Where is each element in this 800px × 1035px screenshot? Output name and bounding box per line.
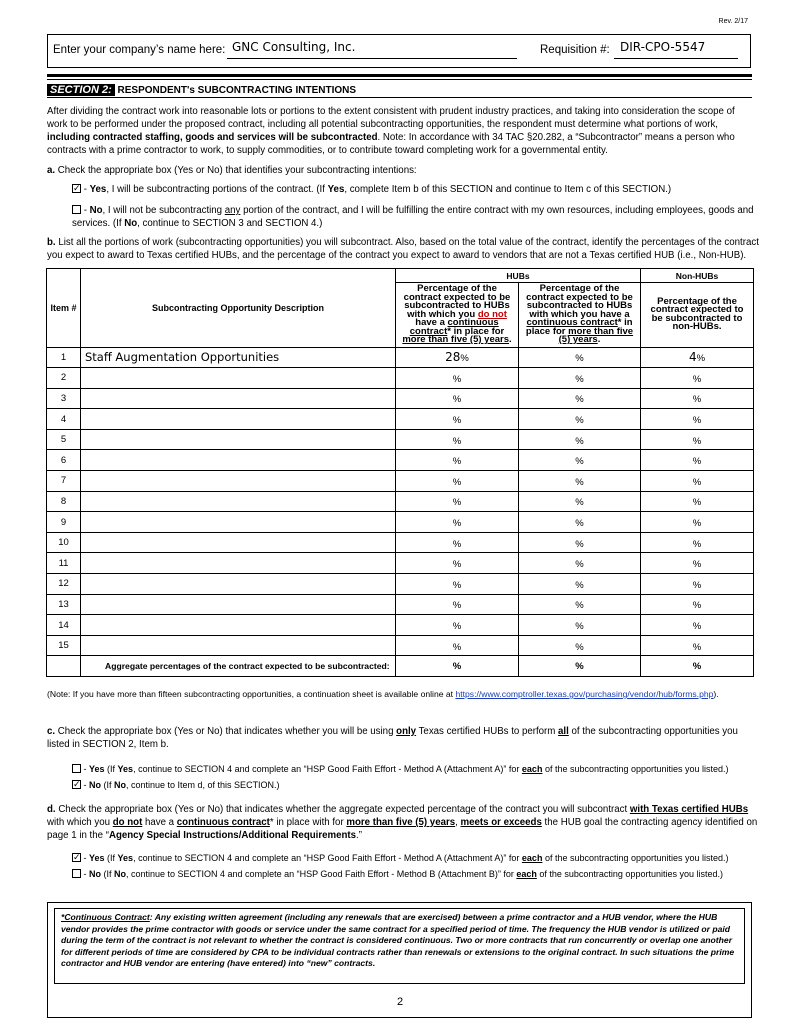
item-c-text-1: Check the appropriate box (Yes or No) that indicates whether you will be using: [57, 726, 397, 737]
description-value: [81, 371, 85, 385]
percent-sign: %: [452, 415, 462, 427]
hub2-percent-field[interactable]: [519, 347, 641, 368]
table-row: [47, 368, 754, 389]
item-number: 6: [47, 450, 81, 471]
hub2-percent-field[interactable]: [519, 635, 641, 656]
percent-sign: %: [452, 394, 462, 406]
description-value: Staff Augmentation Opportunities: [85, 350, 280, 365]
item-d-yes-option: ✓ - Yes (If Yes, continue to SECTION 4 and complete an “HSP Good Faith Effort - Method A (Attachment A)” for each of the subcontracting opportunities you listed.): [72, 852, 729, 865]
item-number: 12: [47, 574, 81, 595]
description-value: [81, 597, 85, 611]
percent-sign: %: [575, 353, 584, 365]
description-value: [81, 453, 85, 467]
description-field[interactable]: [81, 450, 396, 471]
d-no-text-2: , continue to SECTION 4 and complete an “HSP Good Faith Effort - Method B (Attachment B)” for: [126, 869, 517, 879]
percent-sign: %: [575, 600, 584, 612]
percent-sign: %: [575, 579, 584, 591]
percent-sign: %: [692, 394, 702, 406]
nonhub-percent-field[interactable]: [641, 553, 754, 574]
percent-sign: %: [452, 641, 462, 653]
requisition-value: DIR-CPO-5547: [620, 40, 706, 54]
hub2-percent-field[interactable]: [519, 388, 641, 409]
percent-sign: %: [692, 579, 702, 591]
item-number: 14: [47, 615, 81, 636]
all-emphasis: all: [558, 726, 569, 737]
description-value: [81, 391, 85, 405]
aggregate-label: Aggregate percentages of the contract expected to be subcontracted:: [81, 656, 396, 677]
percent-sign: %: [452, 621, 462, 633]
description-value: [81, 639, 85, 653]
hub1-percent-field[interactable]: [396, 409, 519, 430]
item-d-letter: d.: [47, 804, 56, 815]
description-value: [81, 577, 85, 591]
hub1-percent-field[interactable]: [396, 429, 519, 450]
hub1-donot: do not: [477, 308, 507, 320]
nonhub-percent-field[interactable]: [641, 368, 754, 389]
table-row: [47, 347, 754, 368]
percent-sign: %: [575, 518, 584, 530]
item-number: 4: [47, 409, 81, 430]
hub-no-continuous-header: [396, 283, 519, 348]
percent-sign: %: [692, 415, 702, 427]
hub2-text-c: .: [597, 334, 601, 345]
revision-label: Rev. 2/17: [718, 18, 748, 25]
percent-sign: %: [575, 435, 584, 447]
item-d-text-2: with which you: [47, 817, 113, 828]
percent-sign: %: [452, 538, 462, 550]
percent-sign: %: [452, 373, 462, 385]
hub2-more: more than five (5) years: [558, 325, 634, 345]
hub2-percent-field[interactable]: [519, 594, 641, 615]
item-number: 9: [47, 512, 81, 533]
nonhub-percent-field[interactable]: [641, 615, 754, 636]
hub-continuous-header: [519, 283, 641, 348]
item-c-no-option: ✓ - No (If No, continue to Item d, of this SECTION.): [72, 779, 280, 792]
c-no-label: No: [89, 780, 101, 790]
c-no-text-2: , continue to Item d, of this SECTION.): [126, 780, 280, 790]
intro-text-1: After dividing the contract work into reasonable lots or portions to the extent consistent with prudent industry practices, and taking into consideration the scope of work to be performed under the proposed contract, including all potential subcontracting opportunities, the respondent must determine what portions of work,: [47, 106, 735, 130]
nonhub-percent-field[interactable]: [641, 532, 754, 553]
percent-sign: %: [575, 559, 584, 571]
nonhub-percent-field[interactable]: [641, 429, 754, 450]
section-heading: [47, 84, 356, 96]
item-a-yes-checkbox[interactable]: [72, 184, 81, 193]
hub1-percent-field[interactable]: [396, 532, 519, 553]
item-d-text-1: Check the appropriate box (Yes or No) that indicates whether the aggregate expected percentage of the contract you will subcontract: [58, 804, 630, 815]
percent-sign: %: [452, 600, 462, 612]
item-d-no-option: - No (If No, continue to SECTION 4 and complete an “HSP Good Faith Effort - Method B (Attachment B)” for each of the subcontracting opportunities you listed.): [72, 868, 723, 881]
aggregate-row: [47, 656, 754, 677]
item-d-text-7: .”: [356, 830, 362, 841]
nonhub-percent-field[interactable]: [641, 409, 754, 430]
item-a-no-text-3: , continue to SECTION 3 and SECTION 4.): [137, 218, 323, 229]
d-yes-label-2: Yes: [117, 853, 134, 863]
divider-thin: [47, 79, 752, 80]
percent-sign: %: [452, 518, 462, 530]
hub1-percent-field[interactable]: [396, 368, 519, 389]
item-b-text: List all the portions of work (subcontracting opportunities) you will subcontract. Also, based on the total value of the contract, identify the percentages of the contract you expect to award to Texas certified HUBs, and the percentage of the contract you expect to award to vendors that are not a Texas certified HUB (i.e., Non-HUB).: [47, 237, 759, 261]
description-value: [81, 618, 85, 632]
intro-text-2: . Note: In accordance with 34 TAC §20.282, a “Subcontractor” means a person who contracts with a prime contractor to work, to supply commodities, or to contribute toward completing work for a governmental entity.: [47, 132, 735, 156]
table-row: [47, 594, 754, 615]
item-d-prompt: [47, 803, 759, 842]
d-yes-each: each: [521, 853, 543, 863]
item-a-text: Check the appropriate box (Yes or No) that identifies your subcontracting intentions:: [57, 165, 417, 176]
item-number: 8: [47, 491, 81, 512]
percent-sign: %: [692, 435, 702, 447]
no-label-2: No: [124, 218, 138, 229]
hub2-text-b: * in place for: [525, 317, 633, 337]
page-number: 2: [396, 996, 404, 1008]
d-bold-4: more than five (5) years: [346, 817, 456, 828]
c-no-text-1: (If: [101, 780, 114, 790]
hubs-group-header: HUBs: [396, 269, 641, 283]
percent-sign: %: [692, 641, 702, 653]
nonhub-percent-field[interactable]: [641, 388, 754, 409]
item-b-prompt: [47, 236, 763, 262]
hub1-more: more than five (5) years: [402, 334, 509, 345]
hub1-percent-field[interactable]: [396, 635, 519, 656]
description-field[interactable]: [81, 368, 396, 389]
description-value: [81, 494, 85, 508]
hub2-percent-field[interactable]: [519, 532, 641, 553]
company-name-field[interactable]: [227, 42, 517, 59]
percent-sign: %: [575, 497, 584, 509]
description-value: [81, 433, 85, 447]
percent-sign: %: [452, 456, 462, 468]
nonhub-percent-field[interactable]: [641, 450, 754, 471]
description-value: [81, 474, 85, 488]
nonhub-percent-field[interactable]: [641, 594, 754, 615]
col-item-header: Item #: [47, 269, 81, 348]
c-yes-label: Yes: [89, 764, 105, 774]
item-number: 15: [47, 635, 81, 656]
table-row: [47, 388, 754, 409]
nonhubs-group-header: Non-HUBs: [641, 269, 754, 283]
percent-sign: %: [575, 476, 584, 488]
percent-sign: %: [575, 538, 584, 550]
hub2-text-a: Percentage of the contract expected to be subcontracted to HUBs with which you have a: [526, 283, 633, 320]
nonhub-header: Percentage of the contract expected to be subcontracted to non-HUBs.: [641, 283, 754, 348]
footnote-term: *Continuous Contract: [61, 912, 150, 922]
c-yes-text-3: of the subcontracting opportunities you listed.): [542, 764, 729, 774]
item-a-yes-text-2: , complete Item b of this SECTION and continue to Item c of this SECTION.): [344, 184, 672, 195]
hub1-text-c: * in place for: [447, 325, 505, 337]
section-tag: SECTION 2:: [47, 84, 115, 96]
requisition-field[interactable]: [614, 42, 738, 59]
d-yes-text-3: of the subcontracting opportunities you listed.): [542, 853, 729, 863]
nonhub-value: 4: [688, 350, 697, 365]
description-field[interactable]: [81, 532, 396, 553]
yes-label: Yes: [89, 184, 107, 195]
hub2-percent-field[interactable]: [519, 512, 641, 533]
hub1-percent-field[interactable]: [396, 574, 519, 595]
hub2-percent-field[interactable]: [519, 471, 641, 492]
percent-sign: %: [452, 497, 462, 509]
col-desc-header: Subcontracting Opportunity Description: [81, 269, 396, 348]
footnote-text: : Any existing written agreement (including any renewals that are exercised) between a prime contractor and a HUB vendor, where the HUB vendor provides the prime contractor with goods or service under the same contract for a specified period of time. The frequency the HUB vendor is utilized or paid during the term of the contract is not relevant to whether the contract is considered continuous. Two or more contracts that run concurrently or overlap one another for different periods of time are considered by CPA to be individual contracts rather than renewals or extensions to the original contract. In such situations the prime contractor and HUB vendor are entering (have entered) into “new” contracts.: [61, 912, 735, 968]
percent-sign: %: [575, 621, 584, 633]
table-row: [47, 574, 754, 595]
c-yes-label-2: Yes: [117, 764, 134, 774]
percent-sign: %: [692, 538, 702, 550]
item-c-prompt: [47, 725, 759, 751]
item-b-letter: b.: [47, 237, 56, 248]
continuation-link[interactable]: https://www.comptroller.texas.gov/purchasing/vendor/hub/forms.php: [455, 689, 714, 699]
table-row: [47, 429, 754, 450]
d-bold-6: Agency Special Instructions/Additional Requirements: [108, 830, 357, 841]
table-row: [47, 450, 754, 471]
item-d-text-5: ,: [455, 817, 461, 828]
description-value: [81, 556, 85, 570]
no-label: No: [89, 205, 103, 216]
d-no-text-3: of the subcontracting opportunities you listed.): [536, 869, 723, 879]
item-number: 5: [47, 429, 81, 450]
nonhub-percent-field[interactable]: [641, 574, 754, 595]
description-value: [81, 515, 85, 529]
percent-sign: %: [452, 476, 462, 488]
company-name-value: GNC Consulting, Inc.: [232, 40, 356, 54]
description-field[interactable]: [81, 347, 396, 368]
hub2-percent-field[interactable]: [519, 553, 641, 574]
item-c-letter: c.: [47, 726, 56, 737]
percent-sign: %: [452, 579, 462, 591]
percent-sign: %: [460, 353, 469, 365]
aggregate-hub1-field[interactable]: %: [396, 656, 519, 677]
d-no-each: each: [516, 869, 537, 879]
item-a-no-option: - No, I will not be subcontracting any portion of the contract, and I will be fulfilling the entire contract with my own resources, including employees, goods and services. (If No, continue to SECTION 3 and SECTION 4.): [72, 205, 754, 229]
requisition-label: Requisition #:: [540, 44, 610, 56]
percent-sign: %: [575, 394, 584, 406]
table-row: [47, 512, 754, 533]
hub2-percent-field[interactable]: [519, 574, 641, 595]
table-row: [47, 409, 754, 430]
hub2-percent-field[interactable]: [519, 368, 641, 389]
hub1-value: 28: [445, 350, 461, 365]
nonhub-percent-field[interactable]: [641, 491, 754, 512]
description-field[interactable]: [81, 553, 396, 574]
hub1-percent-field[interactable]: [396, 471, 519, 492]
hub2-percent-field[interactable]: [519, 450, 641, 471]
percent-sign: %: [692, 476, 702, 488]
company-name-label: Enter your company’s name here:: [53, 44, 226, 56]
hub1-text-a: Percentage of the contract expected to be subcontracted to HUBs with which you: [403, 283, 511, 320]
item-a-letter: a.: [47, 165, 56, 176]
hub1-percent-field[interactable]: [396, 388, 519, 409]
item-number: 10: [47, 532, 81, 553]
item-a-prompt: [47, 164, 417, 177]
hub2-percent-field[interactable]: [519, 491, 641, 512]
hub2-percent-field[interactable]: [519, 615, 641, 636]
intro-bold: including contracted staffing, goods and services will be subcontracted: [47, 132, 378, 143]
item-number: 13: [47, 594, 81, 615]
item-number: 2: [47, 368, 81, 389]
note-text-1: (Note: If you have more than fifteen subcontracting opportunities, a continuation sheet is available online at: [47, 689, 456, 699]
hub1-percent-field[interactable]: [396, 594, 519, 615]
percent-sign: %: [692, 559, 702, 571]
table-row: [47, 532, 754, 553]
percent-sign: %: [692, 600, 702, 612]
item-number: 7: [47, 471, 81, 492]
hub1-percent-field[interactable]: [396, 491, 519, 512]
hub1-text-b: have a: [415, 317, 448, 328]
nonhub-percent-field[interactable]: [641, 471, 754, 492]
percent-sign: %: [692, 456, 702, 468]
hub1-text-d: .: [509, 334, 512, 345]
aggregate-nonhub-field[interactable]: %: [641, 656, 754, 677]
only-emphasis: only: [396, 726, 417, 737]
d-no-label-2: No: [114, 869, 126, 879]
d-bold-1: with Texas certified HUBs: [629, 804, 749, 815]
description-field[interactable]: [81, 491, 396, 512]
d-yes-text-2: , continue to SECTION 4 and complete an “HSP Good Faith Effort - Method A (Attachment A)” for: [133, 853, 522, 863]
hub1-percent-field[interactable]: [396, 347, 519, 368]
table-row: [47, 491, 754, 512]
nonhub-percent-field[interactable]: [641, 512, 754, 533]
item-c-yes-option: - Yes (If Yes, continue to SECTION 4 and complete an “HSP Good Faith Effort - Method A (Attachment A)” for each of the subcontracting opportunities you listed.): [72, 763, 729, 776]
d-bold-5: meets or exceeds: [460, 817, 542, 828]
aggregate-hub2-field[interactable]: %: [519, 656, 641, 677]
description-field[interactable]: [81, 409, 396, 430]
yes-label-2: Yes: [327, 184, 345, 195]
description-value: [81, 536, 85, 550]
c-yes-text-1: (If: [104, 764, 118, 774]
c-no-label-2: No: [114, 780, 126, 790]
hub1-percent-field[interactable]: [396, 553, 519, 574]
c-each: each: [521, 764, 543, 774]
item-d-yes-checkbox[interactable]: [72, 853, 81, 862]
d-yes-label: Yes: [89, 853, 105, 863]
description-field[interactable]: [81, 615, 396, 636]
item-number: 11: [47, 553, 81, 574]
item-c-yes-checkbox[interactable]: [72, 764, 81, 773]
hub1-percent-field[interactable]: [396, 512, 519, 533]
hub2-cc: continuous contract: [526, 317, 618, 328]
hub2-percent-field[interactable]: [519, 409, 641, 430]
hub1-percent-field[interactable]: [396, 450, 519, 471]
percent-sign: %: [452, 559, 462, 571]
nonhub-percent-field[interactable]: [641, 635, 754, 656]
d-yes-text-1: (If: [104, 853, 118, 863]
percent-sign: %: [696, 353, 706, 365]
section-intro: [47, 105, 757, 157]
table-row: [47, 553, 754, 574]
percent-sign: %: [575, 415, 584, 427]
hub1-percent-field[interactable]: [396, 615, 519, 636]
description-value: [81, 412, 85, 426]
description-field[interactable]: [81, 471, 396, 492]
table-row: [47, 615, 754, 636]
item-a-yes-option: ✓ - Yes, I will be subcontracting portions of the contract. (If Yes, complete Item b of this SECTION and continue to Item c of this SECTION.): [72, 183, 752, 196]
item-a-no-text-2: portion of the contract, and I will be fulfilling the entire contract with my own resources, including employees, goods and services. (If: [72, 205, 754, 229]
description-field[interactable]: [81, 574, 396, 595]
d-bold-3: continuous contract: [176, 817, 270, 828]
c-yes-text-2: , continue to SECTION 4 and complete an “HSP Good Faith Effort - Method A (Attachment A)” for: [133, 764, 522, 774]
note-text-2: ).: [713, 689, 719, 699]
subcontracting-table: [46, 268, 754, 677]
percent-sign: %: [692, 373, 702, 385]
item-d-text-6: the HUB goal the contracting agency identified on page 1 in the “: [47, 817, 758, 841]
nonhub-percent-field[interactable]: [641, 347, 754, 368]
table-row: [47, 471, 754, 492]
d-no-text-1: (If: [101, 869, 114, 879]
table-row: [47, 635, 754, 656]
item-c-text-3: of the subcontracting opportunities you listed in SECTION 2, Item b.: [47, 726, 738, 750]
hub2-percent-field[interactable]: [519, 429, 641, 450]
description-field[interactable]: [81, 594, 396, 615]
percent-sign: %: [692, 518, 702, 530]
item-number: 3: [47, 388, 81, 409]
item-c-no-checkbox[interactable]: [72, 780, 81, 789]
item-d-no-checkbox[interactable]: [72, 869, 81, 878]
description-field[interactable]: [81, 388, 396, 409]
percent-sign: %: [452, 435, 462, 447]
item-a-yes-text-1: , I will be subcontracting portions of the contract. (If: [106, 184, 328, 195]
any-underline: any: [224, 205, 241, 216]
hub1-cc: continuous contract: [409, 317, 499, 337]
percent-sign: %: [575, 641, 584, 653]
percent-sign: %: [692, 497, 702, 509]
percent-sign: %: [692, 621, 702, 633]
section-underline: [47, 97, 752, 98]
d-no-label: No: [89, 869, 101, 879]
item-number: 1: [47, 347, 81, 368]
item-a-no-checkbox[interactable]: [72, 205, 81, 214]
percent-sign: %: [575, 456, 584, 468]
item-c-text-2: Texas certified HUBs to perform: [416, 726, 559, 737]
percent-sign: %: [575, 373, 584, 385]
item-a-no-text-1: , I will not be subcontracting: [102, 205, 225, 216]
aggregate-empty-cell: [47, 656, 81, 677]
description-field[interactable]: [81, 429, 396, 450]
section-title: RESPONDENT's SUBCONTRACTING INTENTIONS: [117, 85, 357, 96]
item-d-text-4: * in place with for: [269, 817, 347, 828]
continuous-contract-footnote: [54, 908, 745, 984]
d-bold-2: do not: [112, 817, 143, 828]
description-field[interactable]: [81, 635, 396, 656]
divider-thick: [47, 74, 752, 77]
continuation-note: [47, 689, 719, 699]
item-d-text-3: have a: [142, 817, 177, 828]
description-field[interactable]: [81, 512, 396, 533]
